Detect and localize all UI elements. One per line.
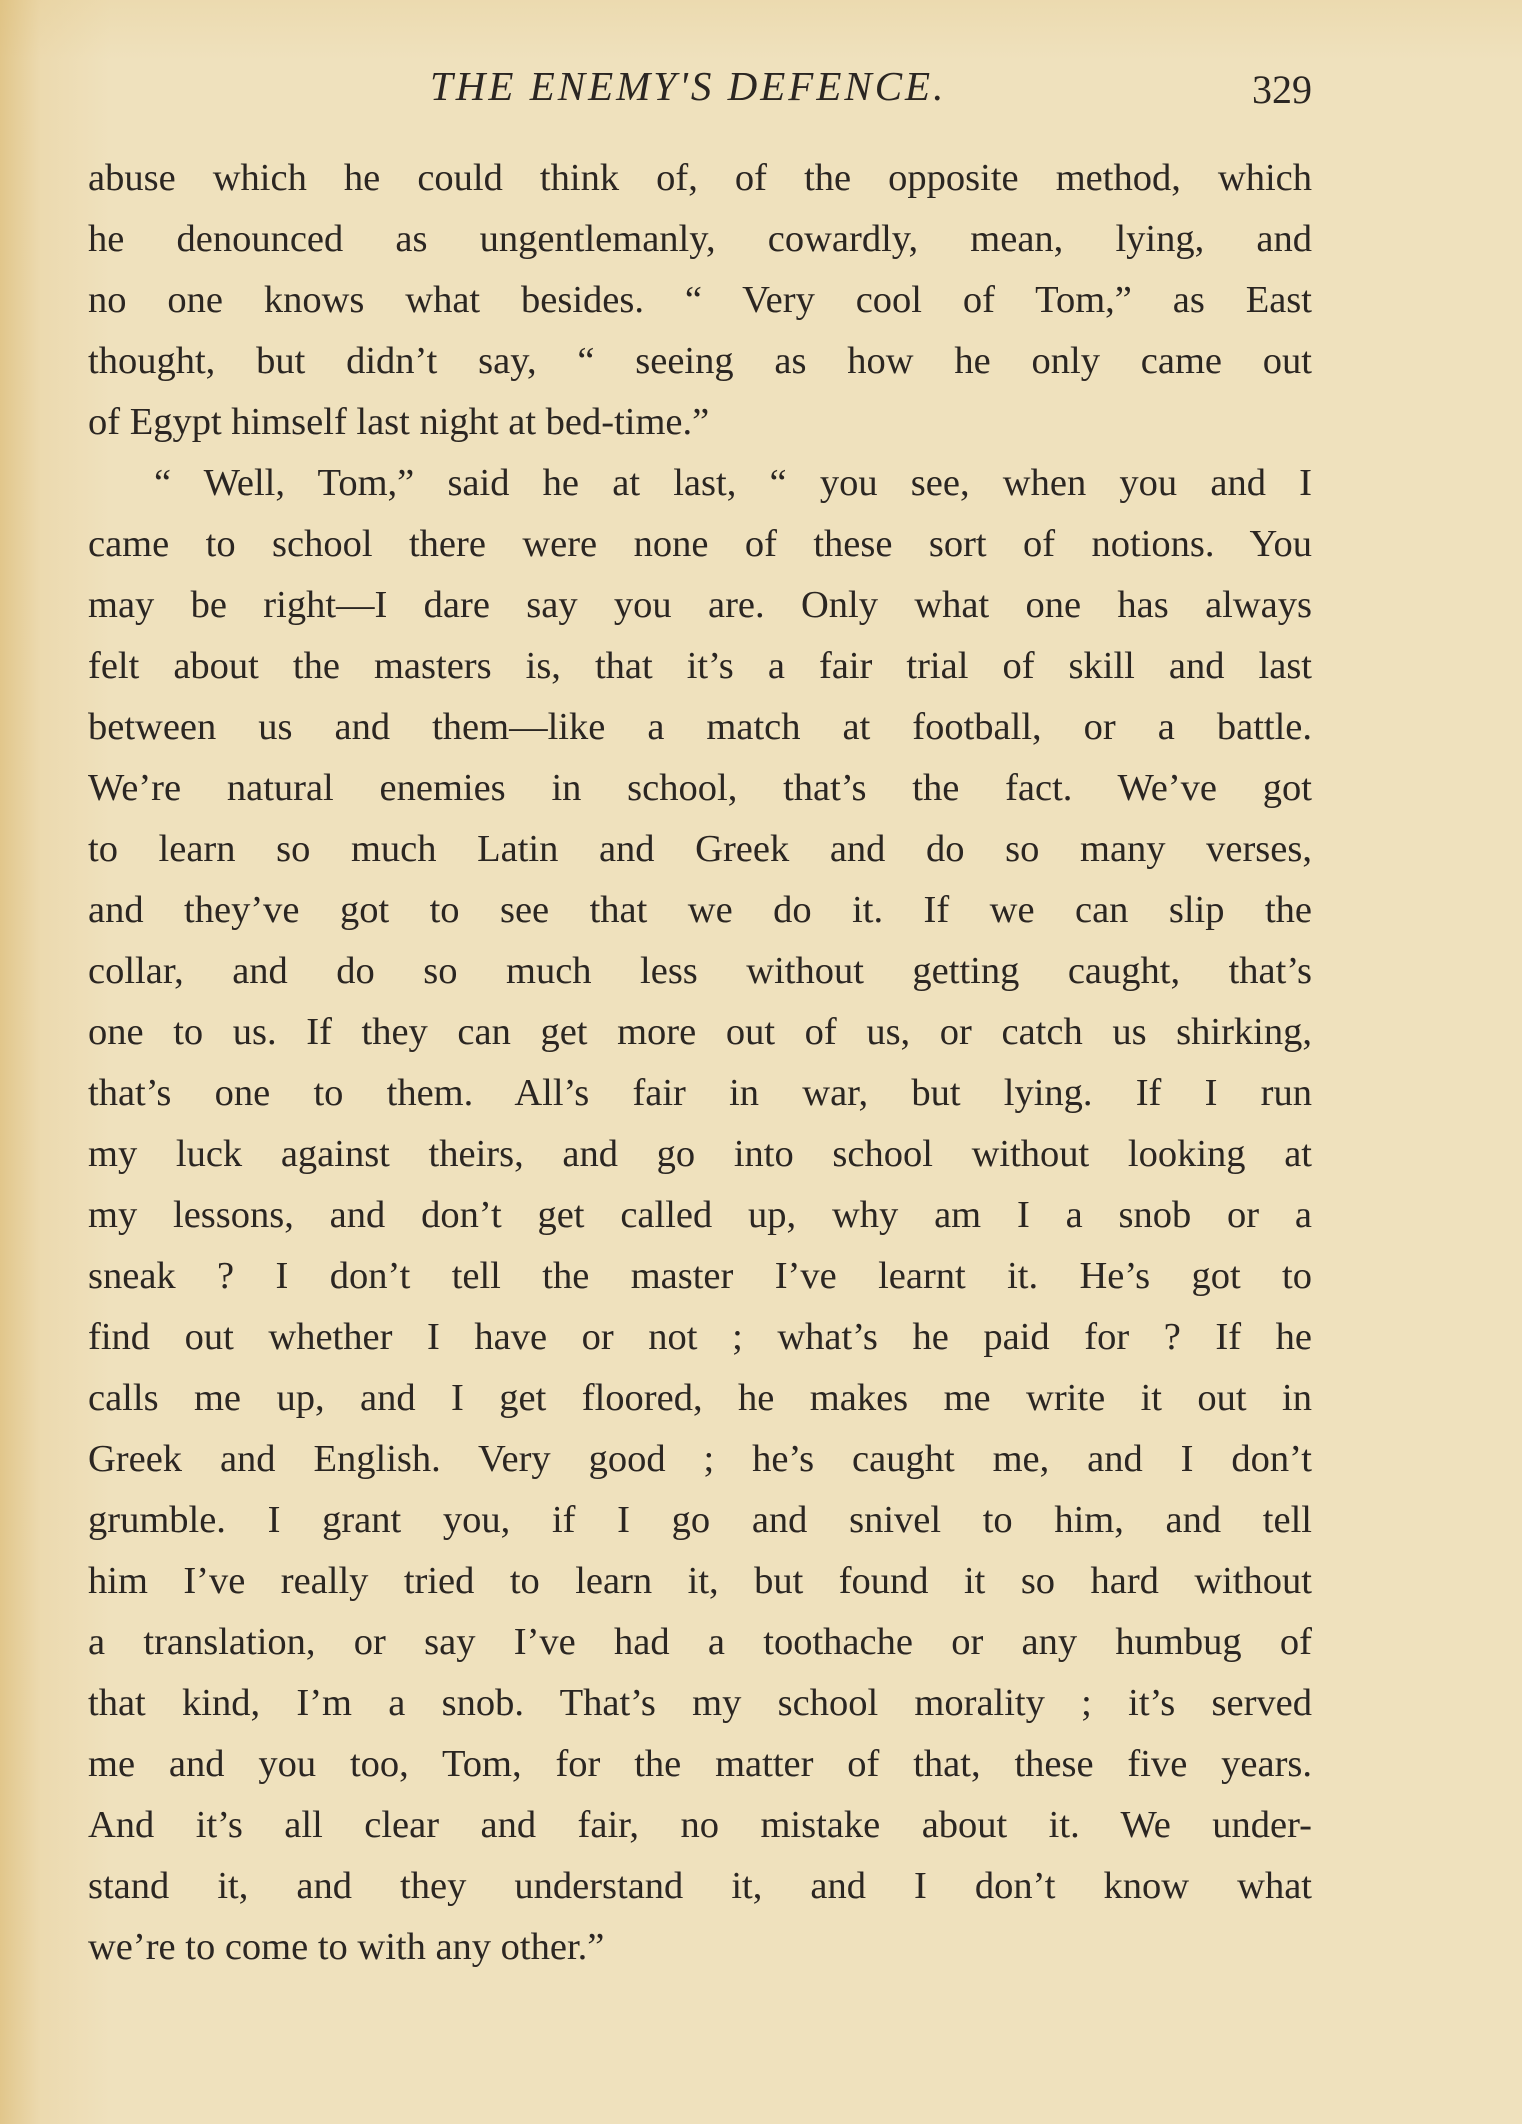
text-line: may be right—I dare say you are. Only what one has always	[88, 584, 1312, 626]
text-line: We’re natural enemies in school, that’s the fact. We’ve got	[88, 767, 1312, 809]
text-line: collar, and do so much less without getting caught, that’s	[88, 950, 1312, 992]
text-line: that kind, I’m a snob. That’s my school morality ; it’s served	[88, 1682, 1312, 1724]
text-line: stand it, and they understand it, and I don’t know what	[88, 1865, 1312, 1907]
text-line: between us and them—like a match at football, or a battle.	[88, 706, 1312, 748]
text-line: to learn so much Latin and Greek and do so many verses,	[88, 828, 1312, 870]
text-line: find out whether I have or not ; what’s he paid for ? If he	[88, 1316, 1312, 1358]
text-line: one to us. If they can get more out of us, or catch us shirking,	[88, 1011, 1312, 1053]
text-line: he denounced as ungentlemanly, cowardly, mean, lying, and	[88, 218, 1312, 260]
text-line: that’s one to them. All’s fair in war, but lying. If I run	[88, 1072, 1312, 1114]
text-line: me and you too, Tom, for the matter of that, these five years.	[88, 1743, 1312, 1785]
text-line: of Egypt himself last night at bed-time.”	[88, 401, 710, 443]
page-header	[0, 62, 1522, 122]
text-body	[88, 148, 1312, 1978]
text-line: felt about the masters is, that it’s a fair trial of skill and last	[88, 645, 1312, 687]
text-line: and they’ve got to see that we do it. If we can slip the	[88, 889, 1312, 931]
text-line: sneak ? I don’t tell the master I’ve learnt it. He’s got to	[88, 1255, 1312, 1297]
page-number: 329	[1252, 67, 1312, 112]
text-line: no one knows what besides. “ Very cool of Tom,” as East	[88, 279, 1312, 321]
text-line: a translation, or say I’ve had a toothache or any humbug of	[88, 1621, 1312, 1663]
text-line: came to school there were none of these sort of notions. You	[88, 523, 1312, 565]
running-title: THE ENEMY'S DEFENCE.	[430, 63, 947, 109]
text-line: him I’ve really tried to learn it, but found it so hard without	[88, 1560, 1312, 1602]
text-line: we’re to come to with any other.”	[88, 1926, 605, 1968]
text-line: abuse which he could think of, of the opposite method, which	[88, 157, 1312, 199]
text-line: calls me up, and I get floored, he makes me write it out in	[88, 1377, 1312, 1419]
text-line: Greek and English. Very good ; he’s caught me, and I don’t	[88, 1438, 1312, 1480]
text-line: my lessons, and don’t get called up, why am I a snob or a	[88, 1194, 1312, 1236]
text-line: And it’s all clear and fair, no mistake about it. We under-	[88, 1804, 1312, 1846]
text-line: thought, but didn’t say, “ seeing as how he only came out	[88, 340, 1312, 382]
text-line: my luck against theirs, and go into school without looking at	[88, 1133, 1312, 1175]
text-line: grumble. I grant you, if I go and snivel to him, and tell	[88, 1499, 1312, 1541]
text-line: “ Well, Tom,” said he at last, “ you see, when you and I	[154, 462, 1312, 504]
